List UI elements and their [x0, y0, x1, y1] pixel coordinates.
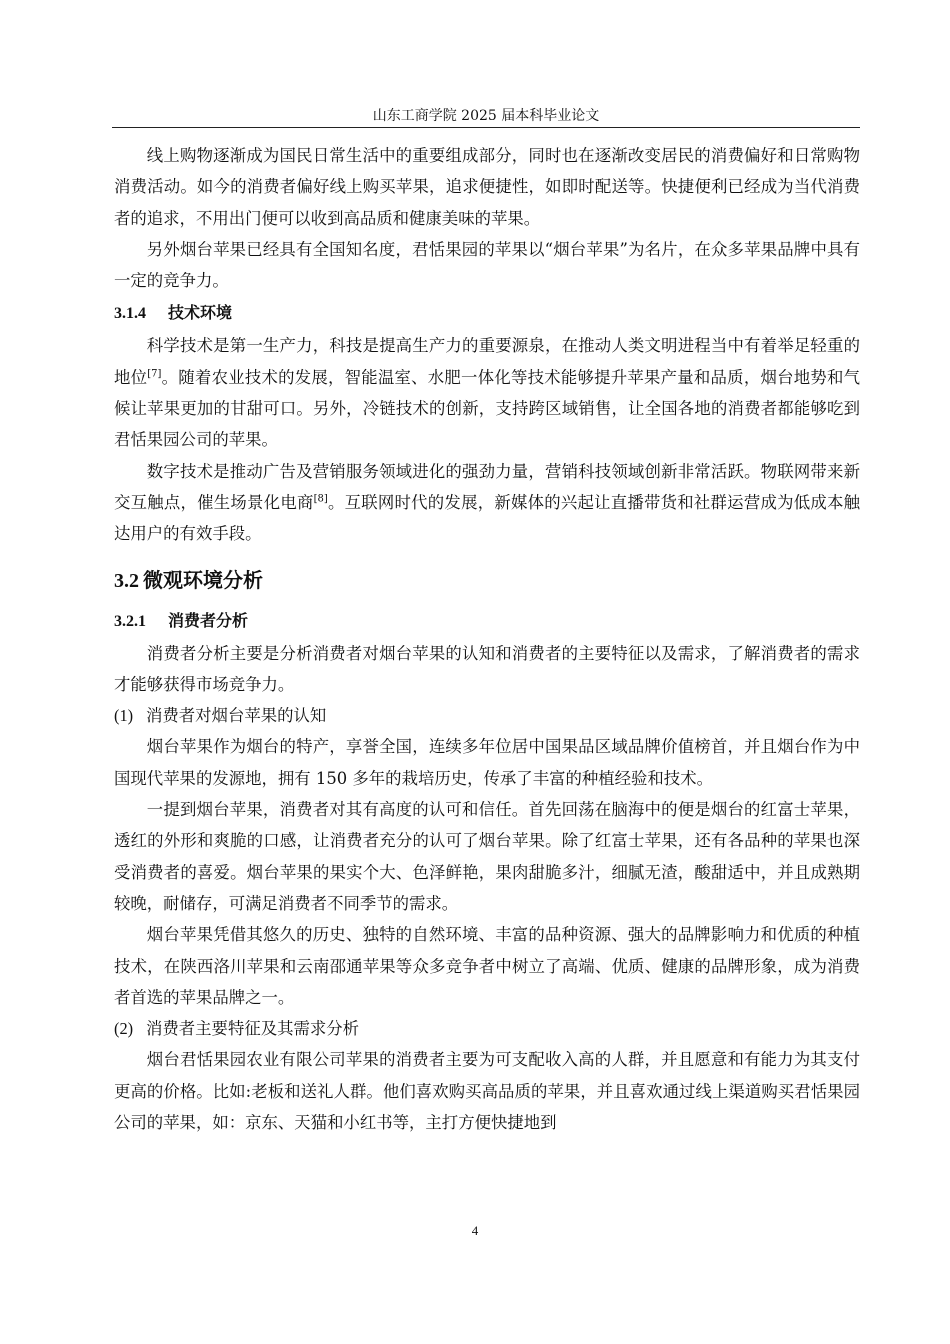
paragraph-online-shopping: 线上购物逐渐成为国民日常生活中的重要组成部分，同时也在逐渐改变居民的消费偏好和日常购物消费活动。如今的消费者偏好线上购买苹果，追求便捷性，如即时配送等。快捷便利已经成为当代消费者的追求，不用出门便可以收到高品质和健康美味的苹果。 [114, 146, 860, 228]
subsection-heading-3-2-1 [114, 607, 860, 636]
paragraph-brand-recognition: 另外烟台苹果已经具有全国知名度，君恬果园的苹果以“烟台苹果”为名片，在众多苹果品牌中具有一定的竞争力。 [114, 239, 860, 291]
citation-ref: [7] [147, 368, 162, 380]
subsection-number: 3.2.1 [114, 612, 146, 630]
paragraph-consumer-trust: 一提到烟台苹果，消费者对其有高度的认可和信任。首先回荡在脑海中的便是烟台的红富士苹果，透红的外形和爽脆的口感，让消费者充分的认可了烟台苹果。除了红富士苹果，还有各品种的苹果也深受消费者的喜爱。烟台苹果的果实个大、色泽鲜艳，果肉甜脆多汁，细腻无渣，酸甜适中，并且成熟期较晚，耐储存，可满足消费者不同季节的需求。 [114, 800, 860, 913]
list-item-text: 消费者对烟台苹果的认知 [146, 706, 327, 726]
paragraph-technology [114, 330, 860, 455]
list-item-number: (1) [114, 706, 134, 726]
list-item-2 [114, 1013, 860, 1044]
paragraph-brand-image: 烟台苹果凭借其悠久的历史、独特的自然环境、丰富的品种资源、强大的品牌影响力和优质的种植技术，在陕西洛川苹果和云南邵通苹果等众多竞争者中树立了高端、优质、健康的品牌形象，成为消费者首选的苹果品牌之一。 [114, 925, 860, 1007]
list-item-number: (2) [114, 1019, 134, 1039]
paragraph-text: 科学技术是第一生产力，科技是提高生产力的重要源泉，在推动人类文明进程当中有着举足轻重的地位 [114, 336, 860, 387]
section-number: 3.2 [114, 569, 139, 592]
page-number: 4 [471, 1223, 479, 1238]
paragraph-consumer-analysis: 消费者分析主要是分析消费者对烟台苹果的认知和消费者的主要特征以及需求，了解消费者的需求才能够获得市场竞争力。 [114, 643, 860, 694]
paragraph-text: 。互联网时代的发展，新媒体的兴起让直播带货和社群运营成为低成本触达用户的有效手段。 [114, 492, 861, 544]
header-rule [112, 127, 860, 128]
paragraph-text: 。随着农业技术的发展，智能温室、水肥一体化等技术能够提升苹果产量和品质，烟台地势和气候让苹果更加的甘甜可口。另外，冷链技术的创新，支持跨区域销售，让全国各地的消费者都能够吃到君恬果园公司的苹果。 [114, 367, 860, 450]
paragraph-text: 数字技术是推动广告及营销服务领域进化的强劲力量，营销科技领域创新非常活跃。物联网带来新交互触点，催生场景化电商 [114, 461, 860, 512]
subsection-heading-3-1-4 [114, 299, 860, 328]
subsection-title: 消费者分析 [168, 610, 249, 630]
running-header: 山东工商学院 2025 届本科毕业论文 [372, 108, 600, 124]
list-item-text: 消费者主要特征及其需求分析 [146, 1019, 360, 1039]
list-item-1 [114, 700, 860, 731]
subsection-title: 技术环境 [168, 303, 233, 323]
section-heading-3-2 [114, 564, 860, 597]
paragraph-consumer-features: 烟台君恬果园农业有限公司苹果的消费者主要为可支配收入高的人群，并且愿意和有能力为其支付更高的价格。比如:老板和送礼人群。他们喜欢购买高品质的苹果，并且喜欢通过线上渠道购买君恬果园公司的苹果，如：京东、天猫和小红书等，主打方便快捷地到 [114, 1050, 860, 1133]
paragraph-digital-technology [114, 456, 860, 550]
section-title: 微观环境分析 [143, 567, 263, 592]
subsection-number: 3.1.4 [114, 305, 146, 323]
citation-ref: [8] [313, 493, 328, 505]
paragraph-yantai-apple-specialty: 烟台苹果作为烟台的特产，享誉全国，连续多年位居中国果品区域品牌价值榜首，并且烟台作为中国现代苹果的发源地，拥有 150 多年的栽培历史，传承了丰富的种植经验和技术。 [114, 737, 860, 788]
page-body [114, 140, 860, 1138]
